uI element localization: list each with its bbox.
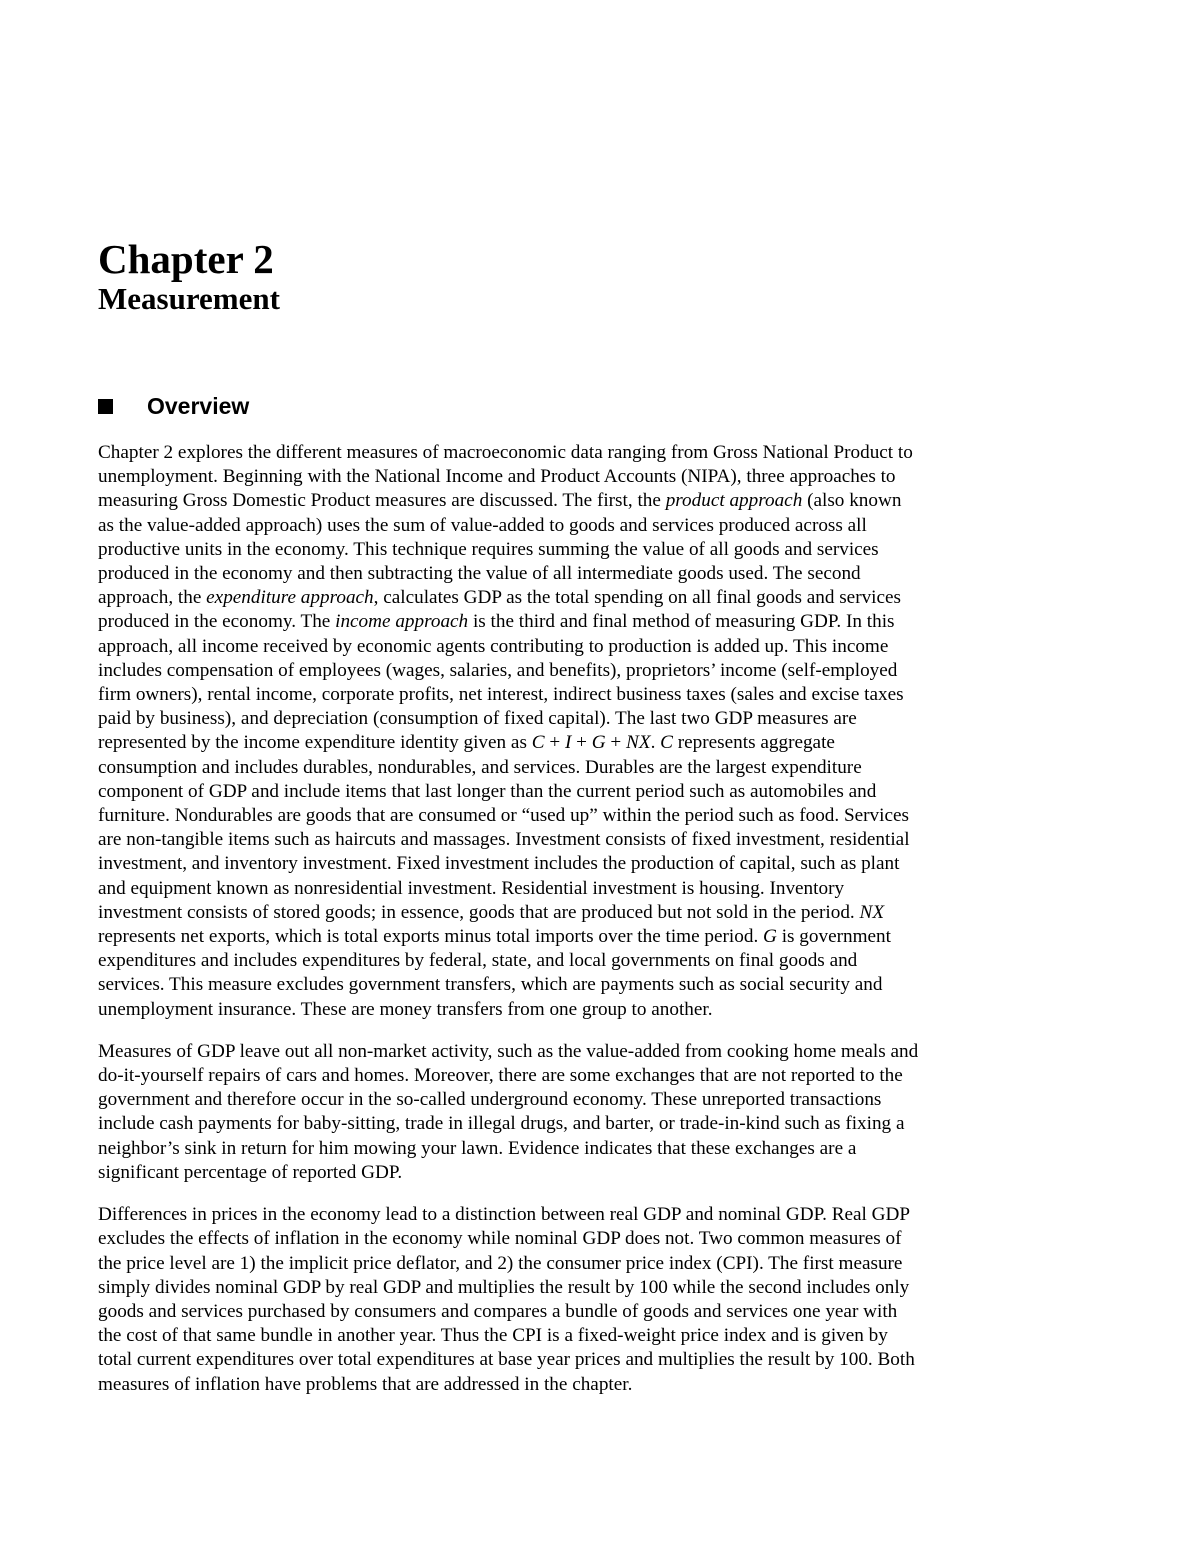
text-line — [98, 635, 1038, 659]
text-line — [98, 998, 1038, 1022]
text-line — [98, 1112, 1038, 1136]
paragraph — [98, 441, 1038, 1022]
text-run: expenditures and includes expenditures by federal, state, and local governments on final goods and — [98, 950, 858, 972]
text-run: , calculates GDP as the total spending on all final goods and services — [373, 587, 902, 609]
text-run: represents net exports, which is total exports minus total imports over the time period. — [98, 926, 764, 948]
text-run: Differences in prices in the economy lead to a distinction between real GDP and nominal GDP. Real GDP — [98, 1204, 911, 1226]
italic-term: G — [763, 926, 777, 948]
text-line — [98, 852, 1038, 876]
text-run: investment, and inventory investment. Fixed investment includes the production of capital, such as plant — [98, 853, 900, 875]
text-line — [98, 489, 1038, 513]
text-line — [98, 538, 1038, 562]
body-text — [98, 441, 1038, 1415]
chapter-subtitle: Measurement — [98, 281, 280, 316]
text-line — [98, 707, 1038, 731]
text-line — [98, 1276, 1038, 1300]
text-run: excludes the effects of inflation in the economy while nominal GDP does not. Two common measures of — [98, 1228, 902, 1250]
italic-term: G — [591, 732, 606, 754]
italic-term: C — [660, 732, 673, 754]
text-run: consumption and includes durables, nondurables, and services. Durables are the largest expenditure — [98, 756, 862, 778]
text-line — [98, 514, 1038, 538]
text-run: . — [650, 732, 661, 754]
text-run: approach, the — [98, 587, 207, 609]
text-line — [98, 441, 1038, 465]
text-line — [98, 1137, 1038, 1161]
text-run: total current expenditures over total expenditures at base year prices and multiplies the result by 100. Both — [98, 1349, 915, 1371]
section-heading-overview — [98, 391, 249, 421]
text-run: (also known — [802, 490, 902, 512]
text-run: productive units in the economy. This technique requires summing the value of all goods and services — [98, 538, 879, 560]
text-run: unemployment. Beginning with the National Income and Product Accounts (NIPA), three approaches to — [98, 466, 896, 488]
text-line — [98, 901, 1038, 925]
text-run: the price level are 1) the implicit price deflator, and 2) the consumer price index (CPI). The first measure — [98, 1252, 903, 1274]
text-line — [98, 1064, 1038, 1088]
text-run: is government — [776, 926, 891, 948]
text-run: represented by the income expenditure identity given as — [98, 732, 532, 754]
section-title: Overview — [147, 393, 250, 419]
text-run: as the value-added approach) uses the sum of value-added to goods and services produced across all — [98, 514, 867, 536]
text-line — [98, 610, 1038, 634]
chapter-heading: Chapter 2 — [98, 236, 274, 282]
text-run: unemployment insurance. These are money transfers from one group to another. — [98, 998, 713, 1020]
text-line — [98, 973, 1038, 997]
text-line — [98, 877, 1038, 901]
text-line — [98, 1088, 1038, 1112]
text-run: goods and services purchased by consumers and compares a bundle of goods and services one year with — [98, 1300, 898, 1322]
text-line — [98, 1300, 1038, 1324]
italic-term: NX — [626, 732, 651, 754]
text-line — [98, 949, 1038, 973]
text-run: is the third and final method of measuring GDP. In this — [468, 611, 895, 633]
text-run: measuring Gross Domestic Product measures are discussed. The first, the — [98, 490, 666, 512]
text-line — [98, 586, 1038, 610]
text-line — [98, 1227, 1038, 1251]
text-line — [98, 1373, 1038, 1397]
text-run: the cost of that same bundle in another year. Thus the CPI is a fixed-weight price index and is given by — [98, 1325, 888, 1347]
text-run: services. This measure excludes government transfers, which are payments such as social security and — [98, 974, 883, 996]
text-run: + — [605, 732, 627, 754]
text-run: includes compensation of employees (wages, salaries, and benefits), proprietors’ income (self-employed — [98, 659, 898, 681]
italic-term: expenditure approach — [206, 587, 374, 609]
text-line — [98, 562, 1038, 586]
text-line — [98, 659, 1038, 683]
text-run: paid by business), and depreciation (consumption of fixed capital). The last two GDP measures are — [98, 708, 857, 730]
text-run: measures of inflation have problems that are addressed in the chapter. — [98, 1373, 633, 1395]
text-run: and equipment known as nonresidential investment. Residential investment is housing. Inventory — [98, 877, 845, 899]
text-run: government and therefore occur in the so-called underground economy. These unreported transactions — [98, 1089, 882, 1111]
italic-term: product approach — [665, 490, 803, 512]
italic-term: I — [564, 732, 572, 754]
text-run: simply divides nominal GDP by real GDP and multiplies the result by 100 while the second includes only — [98, 1276, 910, 1298]
text-line — [98, 804, 1038, 828]
text-line — [98, 1040, 1038, 1064]
text-run: Measures of GDP leave out all non-market activity, such as the value-added from cooking home meals and — [98, 1040, 919, 1062]
text-run: furniture. Nondurables are goods that are consumed or “used up” within the period such as food. Services — [98, 805, 909, 827]
text-run: component of GDP and include items that last longer than the current period such as automobiles and — [98, 780, 877, 802]
text-line — [98, 1348, 1038, 1372]
text-run: represents aggregate — [672, 732, 835, 754]
text-run: are non-tangible items such as haircuts and massages. Investment consists of fixed investment, residential — [98, 829, 910, 851]
text-line — [98, 828, 1038, 852]
text-line — [98, 465, 1038, 489]
text-line — [98, 925, 1038, 949]
text-run: firm owners), rental income, corporate profits, net interest, indirect business taxes (sales and excise taxes — [98, 684, 904, 706]
text-line — [98, 1161, 1038, 1185]
text-run: Chapter 2 explores the different measures of macroeconomic data ranging from Gross National Product to — [98, 442, 913, 463]
text-line — [98, 780, 1038, 804]
text-line — [98, 1252, 1038, 1276]
text-line — [98, 731, 1038, 755]
text-run: significant percentage of reported GDP. — [98, 1161, 403, 1183]
text-run: do-it-yourself repairs of cars and homes. Moreover, there are some exchanges that are not reported to the — [98, 1065, 903, 1087]
text-line — [98, 1203, 1038, 1227]
text-run: + — [571, 732, 592, 754]
square-bullet-icon — [98, 399, 113, 414]
text-line — [98, 756, 1038, 780]
paragraph — [98, 1203, 1038, 1397]
italic-term: C — [531, 732, 545, 754]
text-line — [98, 1324, 1038, 1348]
text-run: produced in the economy and then subtracting the value of all intermediate goods used. The second — [98, 563, 861, 585]
italic-term: NX — [859, 901, 885, 923]
text-run: produced in the economy. The — [98, 611, 336, 633]
text-run: approach, all income received by economic agents contributing to production is added up. This income — [98, 635, 889, 657]
text-run: neighbor’s sink in return for him mowing your lawn. Evidence indicates that these exchanges are a — [98, 1137, 857, 1159]
text-run: investment consists of stored goods; in essence, goods that are produced but not sold in the period. — [98, 901, 860, 923]
text-run: include cash payments for baby-sitting, trade in illegal drugs, and barter, or trade-in-kind such as fixing a — [98, 1113, 905, 1135]
text-line — [98, 683, 1038, 707]
text-run: + — [544, 732, 565, 754]
paragraph — [98, 1040, 1038, 1185]
italic-term: income approach — [335, 611, 469, 633]
